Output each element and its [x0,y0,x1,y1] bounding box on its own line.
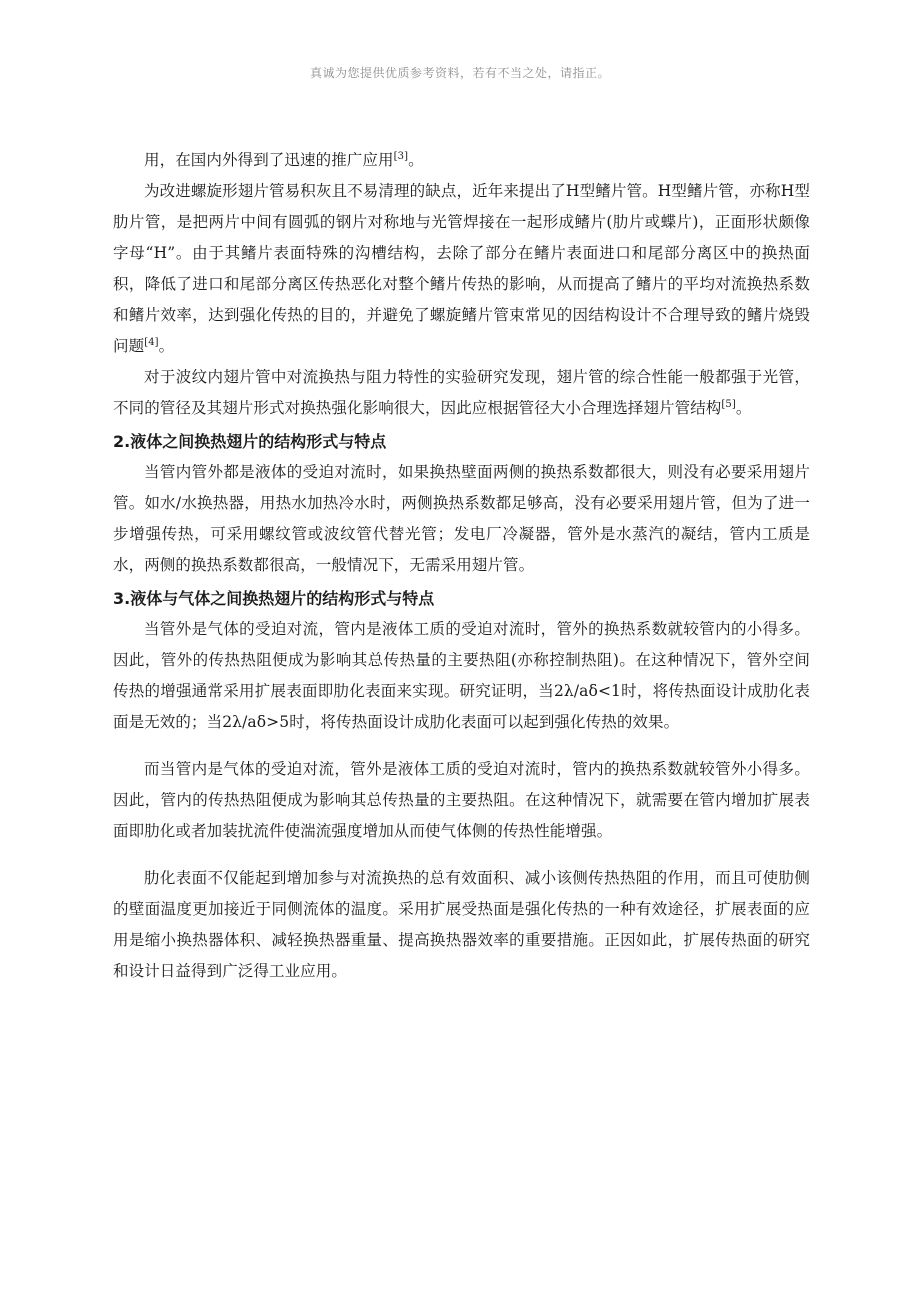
citation-ref-4: [4] [144,336,159,348]
section-heading-3-title: 液体与气体之间换热翅片的结构形式与特点 [130,589,435,608]
section-heading-3-number: 3. [113,589,131,608]
paragraph-2 [113,176,810,362]
paragraph-3-end: 。 [735,399,752,417]
paragraph-2-text: 为改进螺旋形翅片管易积灰且不易清理的缺点，近年来提出了H型鳍片管。H型鳍片管，亦称H型肋片管，是把两片中间有圆弧的钢片对称地与光管焊接在一起形成鳍片(肋片或蝶片)，正面形状颇像字母“H”。由于其鳍片表面特殊的沟槽结构，去除了部分在鳍片表面进口和尾部分离区中的换热面积，降低了进口和尾部分离区传热恶化对整个鳍片传热的影响，从而提高了鳍片的平均对流换热系数和鳍片效率，达到强化传热的目的，并避免了螺旋鳍片管束常见的因结构设计不合理导致的鳍片烧毁问题 [113,182,810,355]
citation-ref-3: [3] [393,150,409,162]
paragraph-4: 当管内管外都是液体的受迫对流时，如果换热壁面两侧的换热系数都很大，则没有必要采用翅片管。如水/水换热器，用热水加热冷水时，两侧换热系数都足够高，没有必要采用翅片管，但为了进一步增强传热，可采用螺纹管或波纹管代替光管；发电厂冷凝器，管外是水蒸汽的凝结，管内工质是水，两侧的换热系数都很高，一般情况下，无需采用翅片管。 [113,463,810,574]
paragraph-1 [113,145,810,176]
paragraph-1-text: 用，在国内外得到了迅速的推广应用 [144,151,394,169]
paragraph-7: 肋化表面不仅能起到增加参与对流换热的总有效面积、减小该侧传热热阻的作用，而且可使肋侧的壁面温度更加接近于同侧流体的温度。采用扩展受热面是强化传热的一种有效途径，扩展表面的应用是缩小换热器体积、减轻换热器重量、提高换热器效率的重要措施。正因如此，扩展传热面的研究和设计日益得到广泛得工业应用。 [113,869,810,980]
page-watermark: 真诚为您提供优质参考资料，若有不当之处，请指正。 [309,66,610,80]
document-body [113,145,810,987]
section-heading-3 [113,583,810,614]
section-heading-2-title: 液体之间换热翅片的结构形式与特点 [130,432,387,451]
paragraph-3-text: 对于波纹内翅片管中对流换热与阻力特性的实验研究发现，翅片管的综合性能一般都强于光管，不同的管径及其翅片形式对换热强化影响很大，因此应根据管径大小合理选择翅片管结构 [113,368,810,417]
citation-ref-5: [5] [721,398,736,410]
paragraph-1-end: 。 [408,151,424,169]
section-heading-2 [113,426,810,457]
paragraph-5: 当管外是气体的受迫对流，管内是液体工质的受迫对流时，管外的换热系数就较管内的小得多。因此，管外的传热热阻便成为影响其总传热量的主要热阻(亦称控制热阻)。在这种情况下，管外空间传热的增强通常采用扩展表面即肋化表面来实现。研究证明，当2λ/aδ<1时，将传热面设计成肋化表面是无效的；当2λ/aδ>5时，将传热面设计成肋化表面可以起到强化传热的效果。 [113,620,810,731]
paragraph-6: 而当管内是气体的受迫对流，管外是液体工质的受迫对流时，管内的换热系数就较管外小得多。因此，管内的传热热阻便成为影响其总传热量的主要热阻。在这种情况下，就需要在管内增加扩展表面即肋化或者加装扰流件使湍流强度增加从而使气体侧的传热性能增强。 [113,760,810,840]
section-heading-2-number: 2. [113,432,131,451]
paragraph-2-end: 。 [158,337,175,355]
paragraph-3 [113,362,810,424]
